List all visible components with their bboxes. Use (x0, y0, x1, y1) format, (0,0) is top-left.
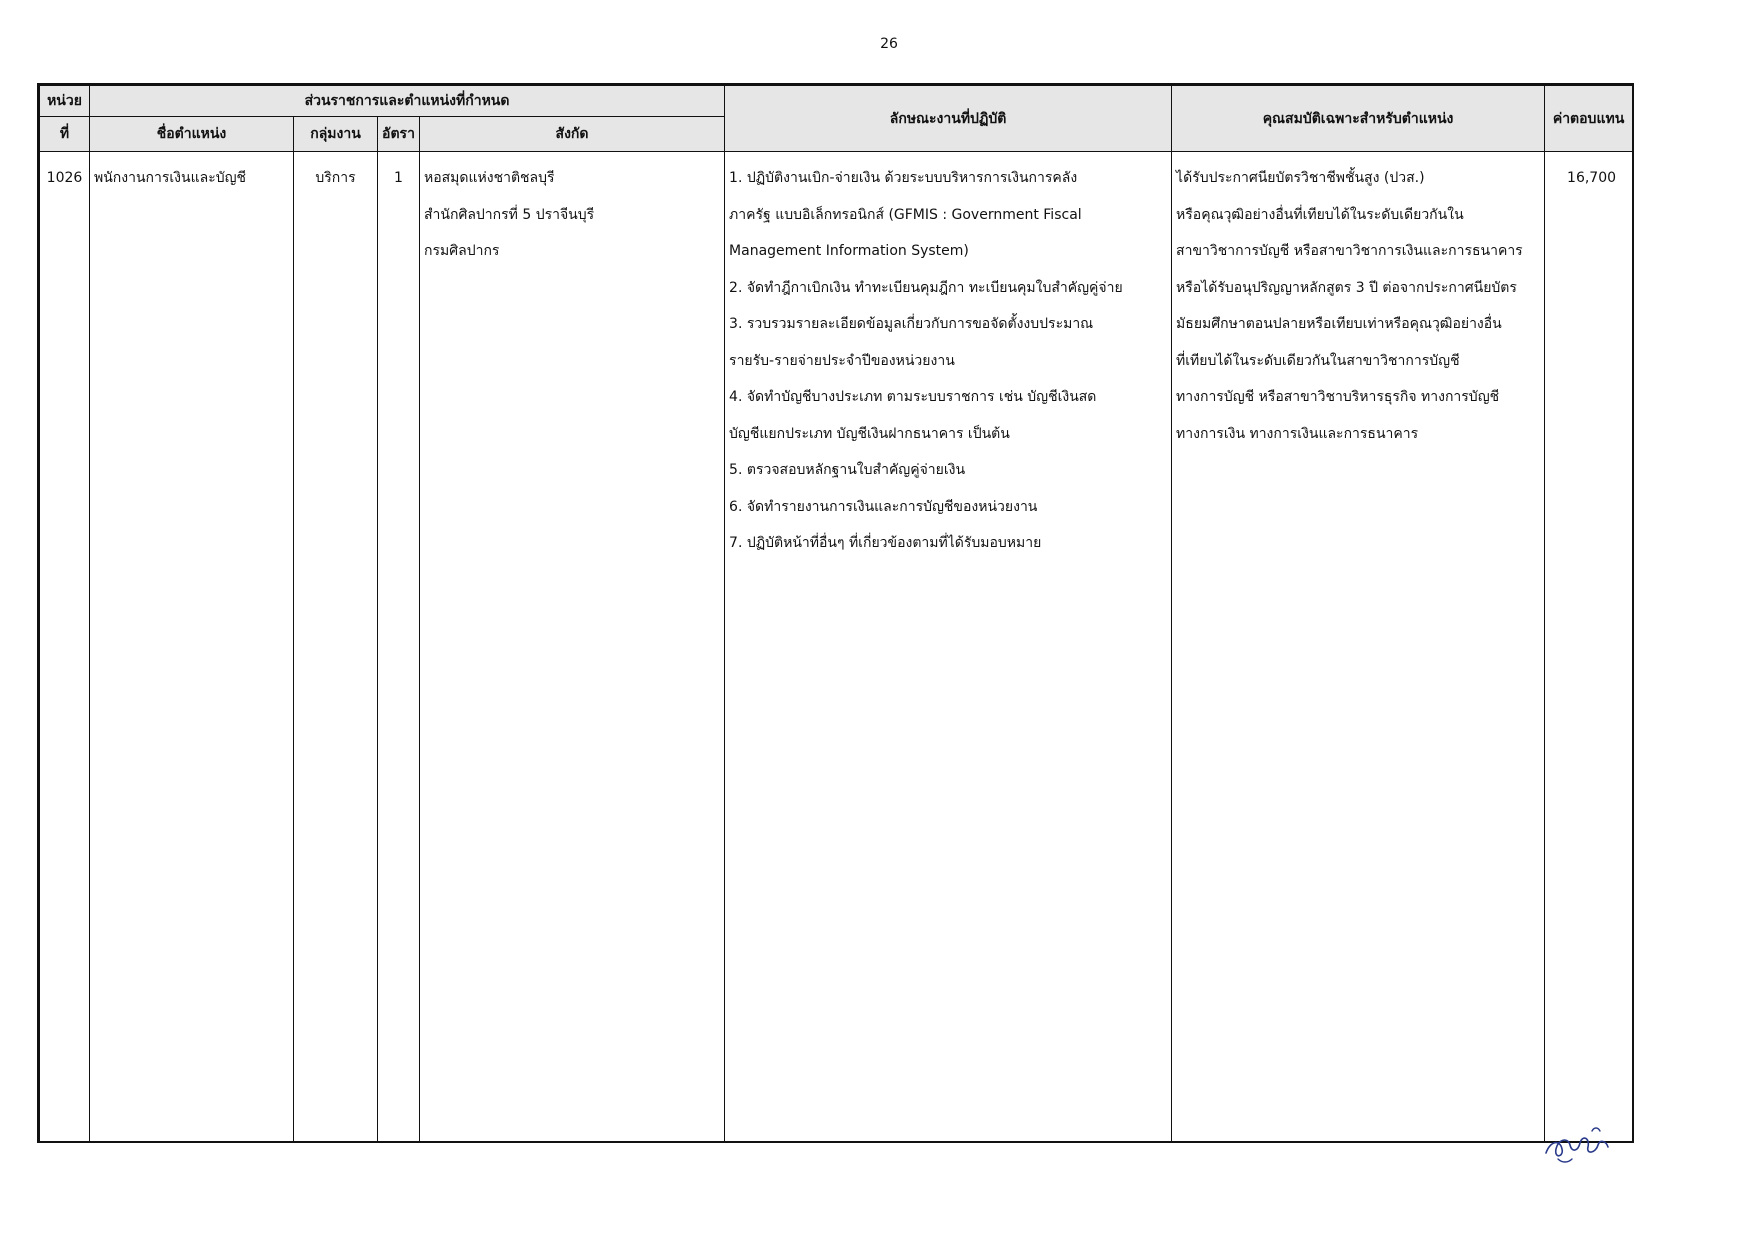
duty-line: 6. จัดทำรายงานการเงินและการบัญชีของหน่วยงาน (729, 498, 1038, 515)
duty-line: Management Information System) (729, 243, 969, 259)
qualification-line: ทางการบัญชี หรือสาขาวิชาบริหารธุรกิจ ทางการบัญชี (1176, 389, 1500, 405)
cell-duties (725, 152, 1172, 1142)
qualification-line: หรือคุณวุฒิอย่างอื่นที่เทียบได้ในระดับเดียวกันใน (1176, 206, 1464, 223)
duty-line: 1. ปฏิบัติงานเบิก-จ่ายเงิน ด้วยระบบบริหารการเงินการคลัง (729, 170, 1078, 186)
page-number: 26 (880, 36, 898, 52)
duty-line: 5. ตรวจสอบหลักฐานใบสำคัญคู่จ่ายเงิน (729, 462, 966, 478)
header-section-group: ส่วนราชการและตำแหน่งที่กำหนด (90, 86, 725, 117)
qualification-line: ที่เทียบได้ในระดับเดียวกันในสาขาวิชาการบัญชี (1176, 352, 1460, 369)
header-unit-bottom: ที่ (40, 117, 90, 152)
affiliation-line: สำนักศิลปากรที่ 5 ปราจีนบุรี (424, 206, 595, 223)
header-duties: ลักษณะงานที่ปฏิบัติ (725, 86, 1172, 152)
cell-compensation: 16,700 (1545, 152, 1633, 1142)
qualification-line: ได้รับประกาศนียบัตรวิชาชีพชั้นสูง (ปวส.) (1176, 170, 1425, 186)
qualification-line: มัธยมศึกษาตอนปลายหรือเทียบเท่าหรือคุณวุฒิอย่างอื่น (1176, 316, 1502, 332)
header-position-name: ชื่อตำแหน่ง (90, 117, 294, 152)
duty-line: 7. ปฏิบัติหน้าที่อื่นๆ ที่เกี่ยวข้องตามที่ได้รับมอบหมาย (729, 535, 1042, 551)
header-affiliation: สังกัด (420, 117, 725, 152)
cell-work-group: บริการ (294, 152, 378, 1142)
positions-table (37, 83, 1634, 1143)
table-row (40, 152, 1633, 1142)
cell-unit: 1026 (40, 152, 90, 1142)
cell-affiliation (420, 152, 725, 1142)
qualification-line: หรือได้รับอนุปริญญาหลักสูตร 3 ปี ต่อจากประกาศนียบัตร (1176, 279, 1517, 296)
header-compensation: ค่าตอบแทน (1545, 86, 1633, 152)
cell-rate: 1 (378, 152, 420, 1142)
qualification-line: สาขาวิชาการบัญชี หรือสาขาวิชาการเงินและการธนาคาร (1176, 243, 1523, 259)
qualification-line: ทางการเงิน ทางการเงินและการธนาคาร (1176, 425, 1419, 442)
duty-line: 4. จัดทำบัญชีบางประเภท ตามระบบราชการ เช่น บัญชีเงินสด (729, 389, 1097, 405)
duty-line: บัญชีแยกประเภท บัญชีเงินฝากธนาคาร เป็นต้น (729, 425, 1010, 442)
header-work-group: กลุ่มงาน (294, 117, 378, 152)
positions-table-grid (39, 85, 1633, 1141)
header-rate: อัตรา (378, 117, 420, 152)
handwritten-signature (1538, 1123, 1618, 1167)
duty-line: 3. รวบรวมรายละเอียดข้อมูลเกี่ยวกับการขอจัดตั้งงบประมาณ (729, 316, 1094, 332)
cell-position: พนักงานการเงินและบัญชี (90, 152, 294, 1142)
affiliation-line: กรมศิลปากร (424, 243, 500, 259)
cell-qualifications (1172, 152, 1545, 1142)
header-unit-top: หน่วย (40, 86, 90, 117)
duty-line: 2. จัดทำฎีกาเบิกเงิน ทำทะเบียนคุมฎีกา ทะเบียนคุมใบสำคัญคู่จ่าย (729, 279, 1123, 296)
header-qualifications: คุณสมบัติเฉพาะสำหรับตำแหน่ง (1172, 86, 1545, 152)
duty-line: รายรับ-รายจ่ายประจำปีของหน่วยงาน (729, 352, 955, 369)
affiliation-line: หอสมุดแห่งชาติชลบุรี (424, 170, 555, 186)
duty-line: ภาครัฐ แบบอิเล็กทรอนิกส์ (GFMIS : Government Fiscal (729, 206, 1082, 223)
